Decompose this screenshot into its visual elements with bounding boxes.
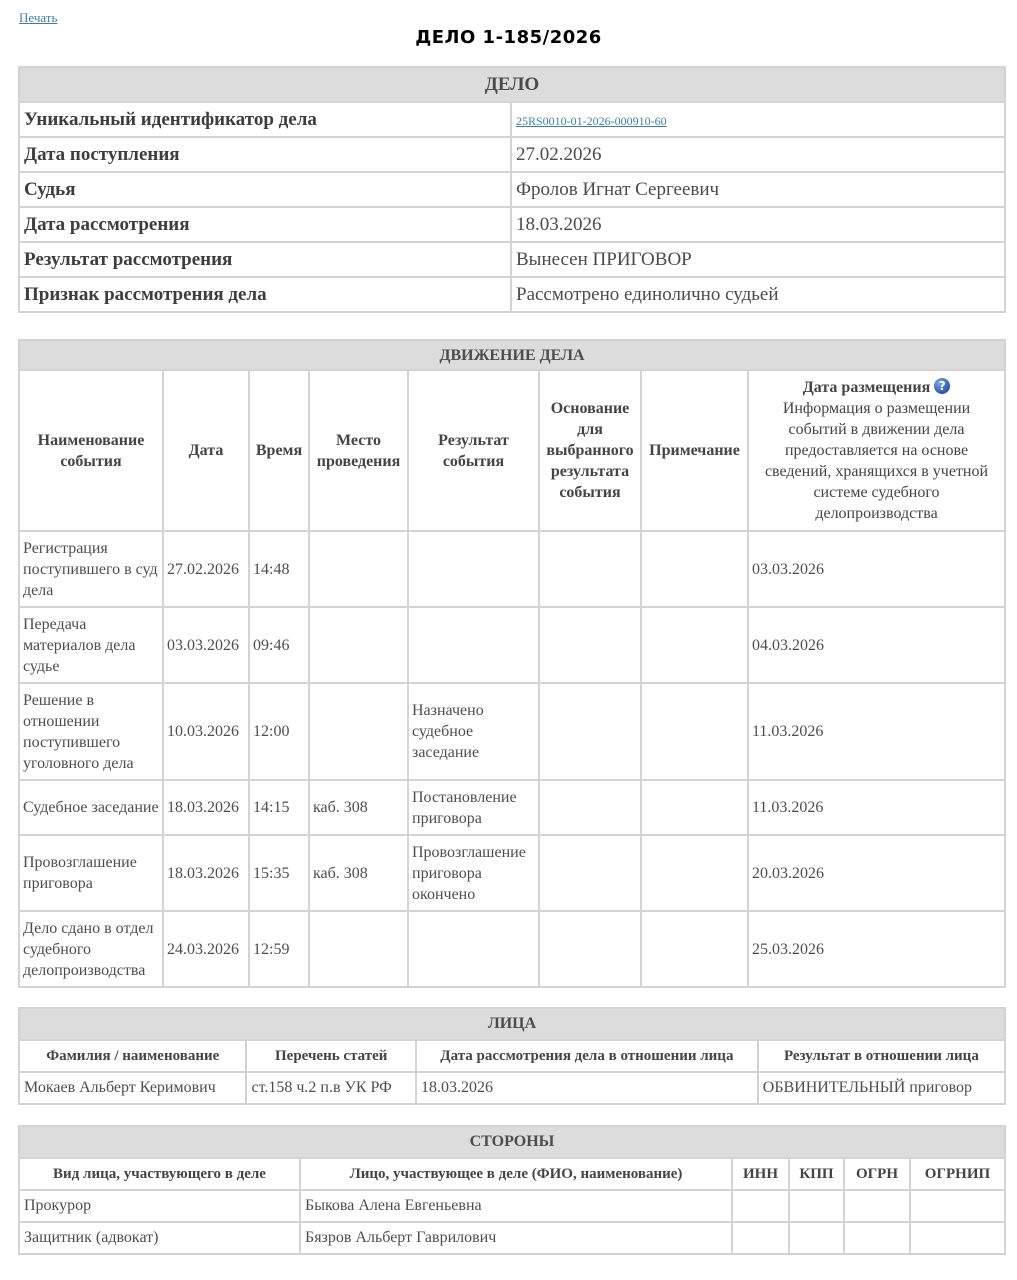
col-event: Наименование события — [19, 370, 163, 531]
case-movement-table — [18, 339, 1006, 988]
movement-basis — [539, 780, 641, 835]
movement-basis — [539, 683, 641, 780]
movement-posted: 04.03.2026 — [748, 607, 1005, 683]
col-ogrnip: ОГРНИП — [910, 1158, 1005, 1190]
case-row-received — [19, 137, 1005, 172]
case-value: 18.03.2026 — [511, 207, 1005, 242]
col-place: Место проведения — [309, 370, 408, 531]
movement-place — [309, 911, 408, 987]
movement-result: Постановление приговора — [408, 780, 539, 835]
col-ogrn: ОГРН — [844, 1158, 910, 1190]
col-result: Результат события — [408, 370, 539, 531]
table-row — [19, 911, 1005, 987]
movement-date: 10.03.2026 — [163, 683, 249, 780]
movement-note — [641, 531, 748, 607]
movement-basis — [539, 607, 641, 683]
movement-date: 18.03.2026 — [163, 780, 249, 835]
party-ogrn — [844, 1190, 910, 1222]
movement-event: Судебное заседание — [19, 780, 163, 835]
case-label: Судья — [19, 172, 511, 207]
movement-note — [641, 780, 748, 835]
movement-time: 09:46 — [249, 607, 309, 683]
movement-result — [408, 607, 539, 683]
case-row-hearing-date — [19, 207, 1005, 242]
party-ogrnip — [910, 1222, 1005, 1254]
persons-section-title: ЛИЦА — [19, 1008, 1005, 1040]
party-ogrn — [844, 1222, 910, 1254]
parties-header-row — [19, 1158, 1005, 1190]
movement-result — [408, 531, 539, 607]
party-kpp — [789, 1222, 844, 1254]
col-surname: Фамилия / наименование — [19, 1040, 246, 1072]
table-row — [19, 1190, 1005, 1222]
movement-event: Провозглашение приговора — [19, 835, 163, 911]
movement-time: 14:15 — [249, 780, 309, 835]
table-row — [19, 607, 1005, 683]
case-row-mode — [19, 277, 1005, 312]
col-inn: ИНН — [732, 1158, 789, 1190]
party-inn — [732, 1222, 789, 1254]
case-row-result — [19, 242, 1005, 277]
table-row — [19, 683, 1005, 780]
party-type: Защитник (адвокат) — [19, 1222, 300, 1254]
movement-result — [408, 911, 539, 987]
movement-time: 12:59 — [249, 911, 309, 987]
page-title: ДЕЛО 1-185/2026 — [415, 27, 602, 48]
case-label: Дата поступления — [19, 137, 511, 172]
table-row — [19, 835, 1005, 911]
case-uid-link[interactable]: 25RS0010-01-2026-000910-60 — [516, 113, 667, 128]
movement-header-row — [19, 370, 1005, 531]
movement-posted: 11.03.2026 — [748, 683, 1005, 780]
case-section-title: ДЕЛО — [19, 67, 1005, 102]
case-value: Вынесен ПРИГОВОР — [511, 242, 1005, 277]
col-person-result: Результат в отношении лица — [758, 1040, 1005, 1072]
movement-note — [641, 683, 748, 780]
case-label: Признак рассмотрения дела — [19, 277, 511, 312]
case-label: Результат рассмотрения — [19, 242, 511, 277]
col-party-type: Вид лица, участвующего в деле — [19, 1158, 300, 1190]
case-label: Дата рассмотрения — [19, 207, 511, 242]
col-basis: Основание для выбранного результата события — [539, 370, 641, 531]
case-row-uid — [19, 102, 1005, 137]
col-posted — [748, 370, 1005, 531]
movement-event: Решение в отношении поступившего уголовного дела — [19, 683, 163, 780]
movement-place: каб. 308 — [309, 780, 408, 835]
movement-posted: 20.03.2026 — [748, 835, 1005, 911]
movement-posted: 11.03.2026 — [748, 780, 1005, 835]
movement-time: 15:35 — [249, 835, 309, 911]
persons-header-row — [19, 1040, 1005, 1072]
person-name: Мокаев Альберт Керимович — [19, 1072, 246, 1104]
col-party-name: Лицо, участвующее в деле (ФИО, наименование) — [300, 1158, 732, 1190]
movement-result: Провозглашение приговора окончено — [408, 835, 539, 911]
parties-section-title: СТОРОНЫ — [19, 1126, 1005, 1158]
movement-note — [641, 911, 748, 987]
movement-note — [641, 835, 748, 911]
movement-date: 27.02.2026 — [163, 531, 249, 607]
party-kpp — [789, 1190, 844, 1222]
party-name: Бязров Альберт Гаврилович — [300, 1222, 732, 1254]
table-row — [19, 1222, 1005, 1254]
movement-event: Дело сдано в отдел судебного делопроизводства — [19, 911, 163, 987]
movement-place — [309, 683, 408, 780]
table-row — [19, 531, 1005, 607]
movement-date: 24.03.2026 — [163, 911, 249, 987]
movement-event: Регистрация поступившего в суд дела — [19, 531, 163, 607]
case-row-judge — [19, 172, 1005, 207]
person-date: 18.03.2026 — [416, 1072, 758, 1104]
table-row — [19, 780, 1005, 835]
movement-time: 14:48 — [249, 531, 309, 607]
movement-basis — [539, 911, 641, 987]
help-icon[interactable]: ? — [934, 378, 950, 394]
party-ogrnip — [910, 1190, 1005, 1222]
case-info-table — [18, 66, 1006, 313]
movement-note — [641, 607, 748, 683]
movement-basis — [539, 531, 641, 607]
movement-place — [309, 607, 408, 683]
movement-time: 12:00 — [249, 683, 309, 780]
movement-posted: 25.03.2026 — [748, 911, 1005, 987]
movement-event: Передача материалов дела судье — [19, 607, 163, 683]
movement-basis — [539, 835, 641, 911]
col-articles: Перечень статей — [246, 1040, 415, 1072]
movement-date: 03.03.2026 — [163, 607, 249, 683]
party-inn — [732, 1190, 789, 1222]
col-note: Примечание — [641, 370, 748, 531]
person-articles: ст.158 ч.2 п.в УК РФ — [246, 1072, 415, 1104]
movement-place — [309, 531, 408, 607]
case-value: Фролов Игнат Сергеевич — [511, 172, 1005, 207]
movement-place: каб. 308 — [309, 835, 408, 911]
col-person-date: Дата рассмотрения дела в отношении лица — [416, 1040, 758, 1072]
party-type: Прокурор — [19, 1190, 300, 1222]
movement-section-title: ДВИЖЕНИЕ ДЕЛА — [19, 340, 1005, 370]
col-kpp: КПП — [789, 1158, 844, 1190]
case-value: Рассмотрено единолично судьей — [511, 277, 1005, 312]
col-date: Дата — [163, 370, 249, 531]
persons-table — [18, 1007, 1006, 1105]
print-link[interactable]: Печать — [19, 10, 58, 25]
case-label: Уникальный идентификатор дела — [19, 102, 511, 137]
col-time: Время — [249, 370, 309, 531]
table-row — [19, 1072, 1005, 1104]
movement-posted: 03.03.2026 — [748, 531, 1005, 607]
movement-result: Назначено судебное заседание — [408, 683, 539, 780]
party-name: Быкова Алена Евгеньевна — [300, 1190, 732, 1222]
person-result: ОБВИНИТЕЛЬНЫЙ приговор — [758, 1072, 1005, 1104]
col-posted-info: Информация о размещении событий в движении дела предоставляется на основе сведений, хранящихся в учетной системе судебного делопроизводства — [764, 400, 989, 522]
case-value: 27.02.2026 — [511, 137, 1005, 172]
parties-table — [18, 1125, 1006, 1255]
col-posted-label: Дата размещения — [802, 379, 931, 396]
movement-date: 18.03.2026 — [163, 835, 249, 911]
